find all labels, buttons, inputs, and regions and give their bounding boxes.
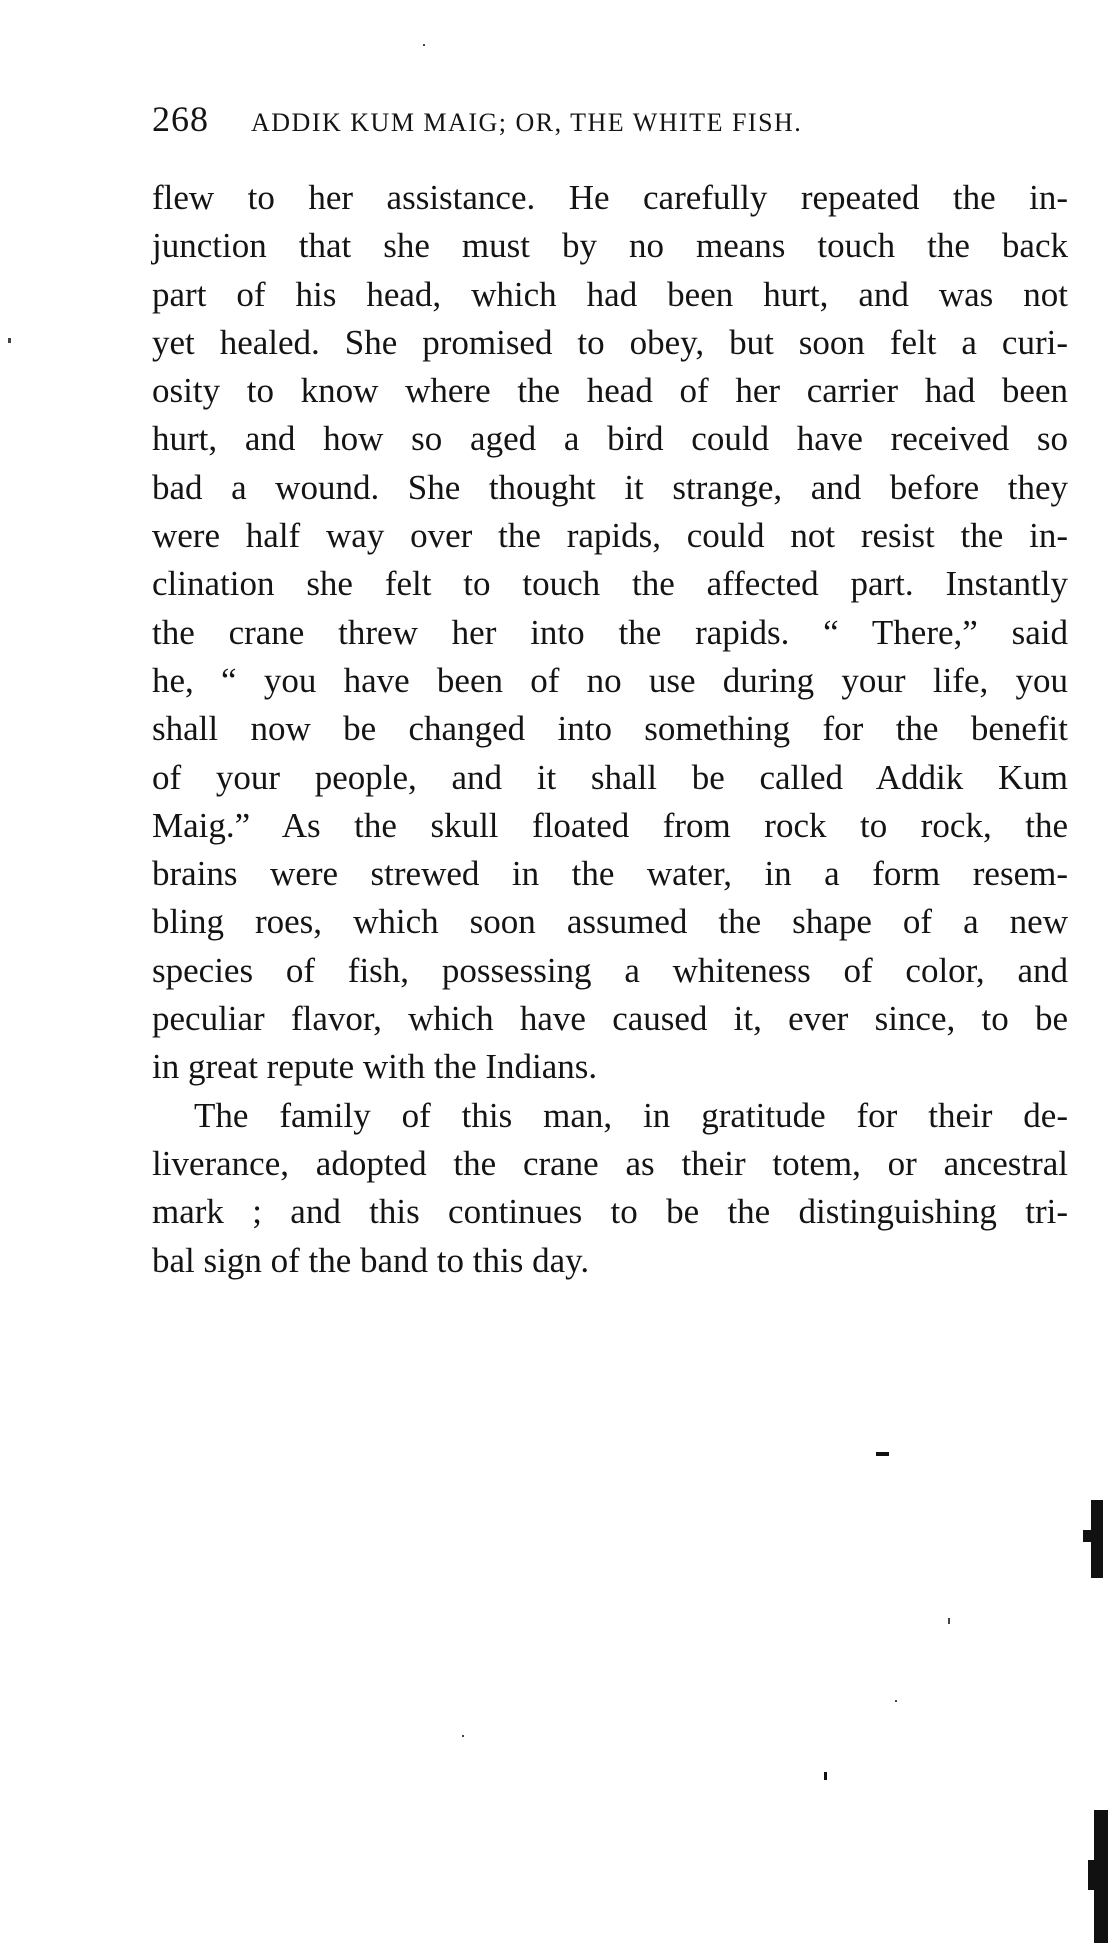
text-line: he, “ you have been of no use during your life, you: [152, 660, 1068, 700]
running-head: [152, 98, 952, 142]
paragraph-2: [152, 1092, 1068, 1285]
text-line: mark ; and this continues to be the distinguishing tri-: [152, 1192, 1068, 1232]
text-line: were half way over the rapids, could not resist the in-: [152, 516, 1068, 556]
text-line: liverance, adopted the crane as their totem, or ancestral: [152, 1143, 1068, 1183]
text-line: brains were strewed in the water, in a form resem-: [152, 854, 1068, 894]
text-line: species of fish, possessing a whiteness of color, and: [152, 950, 1068, 990]
text-line: of your people, and it shall be called Addik Kum: [152, 757, 1068, 797]
text-line: Maig.” As the skull floated from rock to rock, the: [152, 805, 1068, 845]
running-title: ADDIK KUM MAIG; OR, THE WHITE FISH.: [251, 108, 803, 137]
scan-speck: [423, 44, 425, 46]
text-line: bling roes, which soon assumed the shape of a new: [152, 902, 1068, 942]
scan-speck: [8, 338, 11, 343]
scan-edge-mark: [1088, 1860, 1096, 1890]
page-number: 268: [152, 99, 209, 139]
text-line: bad a wound. She thought it strange, and before they: [152, 467, 1068, 507]
paragraph-1: [152, 174, 1068, 1092]
text-line: junction that she must by no means touch the back: [152, 226, 1068, 266]
scan-speck: [948, 1618, 950, 1624]
text-line: peculiar flavor, which have caused it, ever since, to be: [152, 999, 1068, 1039]
scan-dash: [876, 1452, 889, 1456]
text-line: shall now be changed into something for the benefit: [152, 709, 1068, 749]
scan-speck: [462, 1735, 464, 1737]
text-line: part of his head, which had been hurt, and was not: [152, 274, 1068, 314]
text-line: The family of this man, in gratitude for their de-: [194, 1095, 1068, 1135]
body-text: [152, 174, 1068, 1285]
text-line: hurt, and how so aged a bird could have received so: [152, 419, 1068, 459]
scan-edge-mark: [1094, 1810, 1108, 1943]
text-line: clination she felt to touch the affected part. Instantly: [152, 564, 1068, 604]
text-line: bal sign of the band to this day.: [152, 1240, 590, 1280]
text-line: the crane threw her into the rapids. “ There,” said: [152, 612, 1068, 652]
scan-edge-mark: [1083, 1530, 1093, 1542]
scan-speck: [895, 1700, 897, 1702]
text-line: in great repute with the Indians.: [152, 1047, 598, 1087]
text-line: flew to her assistance. He carefully repeated the in-: [152, 178, 1068, 217]
scan-mark: [824, 1772, 827, 1780]
text-line: yet healed. She promised to obey, but soon felt a curi-: [152, 322, 1068, 362]
text-line: osity to know where the head of her carrier had been: [152, 371, 1068, 411]
